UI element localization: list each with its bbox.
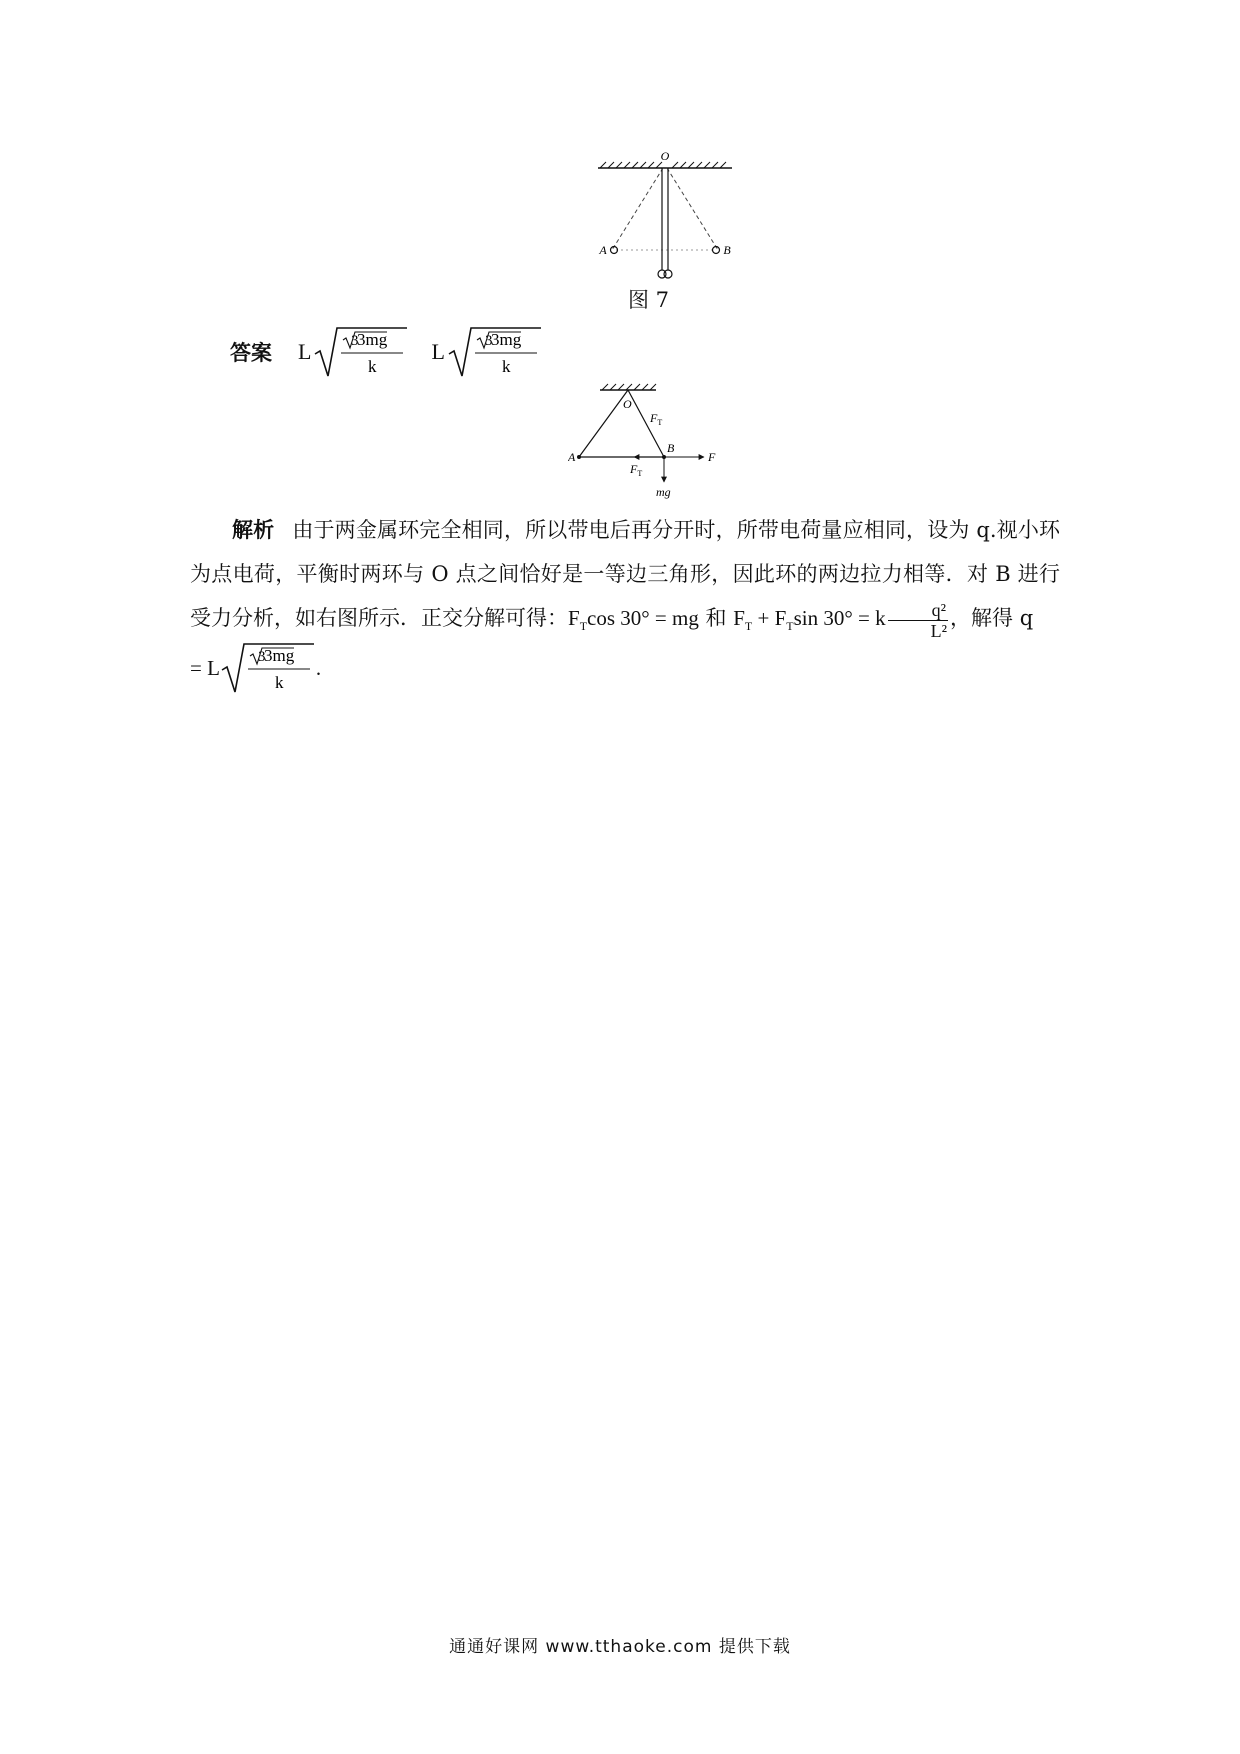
- explanation-tail: ，解得 q: [950, 606, 1034, 630]
- label-mg: mg: [656, 485, 671, 499]
- svg-text:3: 3: [351, 333, 359, 349]
- explanation-text: 由于两金属环完全相同，所以带电后再分开时，所带电荷量应相同，设为 q.视小环为点电荷，平衡时两环与 O 点之间恰好是一等边三角形，因此环的两边拉力相等．对 B 进行受力分析，如右图所示．正交分解可得：: [190, 518, 1060, 630]
- string-oa: [579, 390, 628, 457]
- explanation: [190, 508, 1060, 648]
- explanation-paragraph: [190, 508, 1060, 648]
- equation-1: $F_T\cos$ 30° = mg: [568, 606, 699, 634]
- answer-var-1: L: [298, 339, 312, 364]
- label-f: F: [708, 450, 716, 464]
- answer-label: 答案: [230, 341, 272, 365]
- ceiling-hatch: [600, 384, 656, 390]
- radical-expression-2: [447, 324, 543, 380]
- radical-numerator: 3mg: [357, 330, 388, 349]
- point-a: [577, 455, 581, 459]
- radical-denominator: k: [368, 357, 377, 376]
- svg-text:3: 3: [257, 649, 266, 665]
- figure-7-caption: 图 7: [628, 288, 670, 312]
- label-o: O: [660, 150, 670, 163]
- label-a: A: [568, 450, 576, 464]
- point-b: [662, 455, 666, 459]
- radical-denominator: k: [501, 357, 511, 376]
- result-prefix: = L: [190, 655, 220, 680]
- label-ft-upper: $F_T$: [650, 411, 663, 427]
- label-b: B: [667, 441, 675, 455]
- radical-expression-1: [313, 324, 409, 380]
- svg-text:3: 3: [484, 333, 493, 349]
- radical-numerator: 3mg: [490, 330, 522, 349]
- label-ft-lower: $F_T$: [630, 462, 643, 478]
- fraction-q2-l2: $\frac{\text{q²}}{\text{L²}}$: [888, 600, 948, 641]
- ring-bottom-right: [664, 270, 672, 278]
- result-suffix: .: [315, 655, 322, 680]
- thread-right: [667, 168, 718, 250]
- label-a: A: [599, 243, 607, 257]
- radical-expression-result: [220, 640, 316, 696]
- label-b: B: [723, 243, 731, 257]
- conjunction: 和: [698, 606, 734, 630]
- thread-left: [612, 168, 663, 250]
- footer-credit: 通通好课网 www.tthaoke.com 提供下载: [449, 1637, 791, 1657]
- radical-denominator: k: [274, 673, 284, 692]
- radical-numerator: 3mg: [263, 646, 295, 665]
- equation-2: $F_T + F_T\sin$ 30° = k $\frac{\text{q²}}{\text{L²}}$: [733, 599, 948, 641]
- result-line: [190, 640, 321, 696]
- answer-row: [230, 322, 565, 382]
- force-diagram: [568, 378, 738, 503]
- explanation-label: 解析: [232, 518, 275, 542]
- answer-var-2: L: [431, 339, 445, 364]
- label-o: O: [623, 397, 632, 411]
